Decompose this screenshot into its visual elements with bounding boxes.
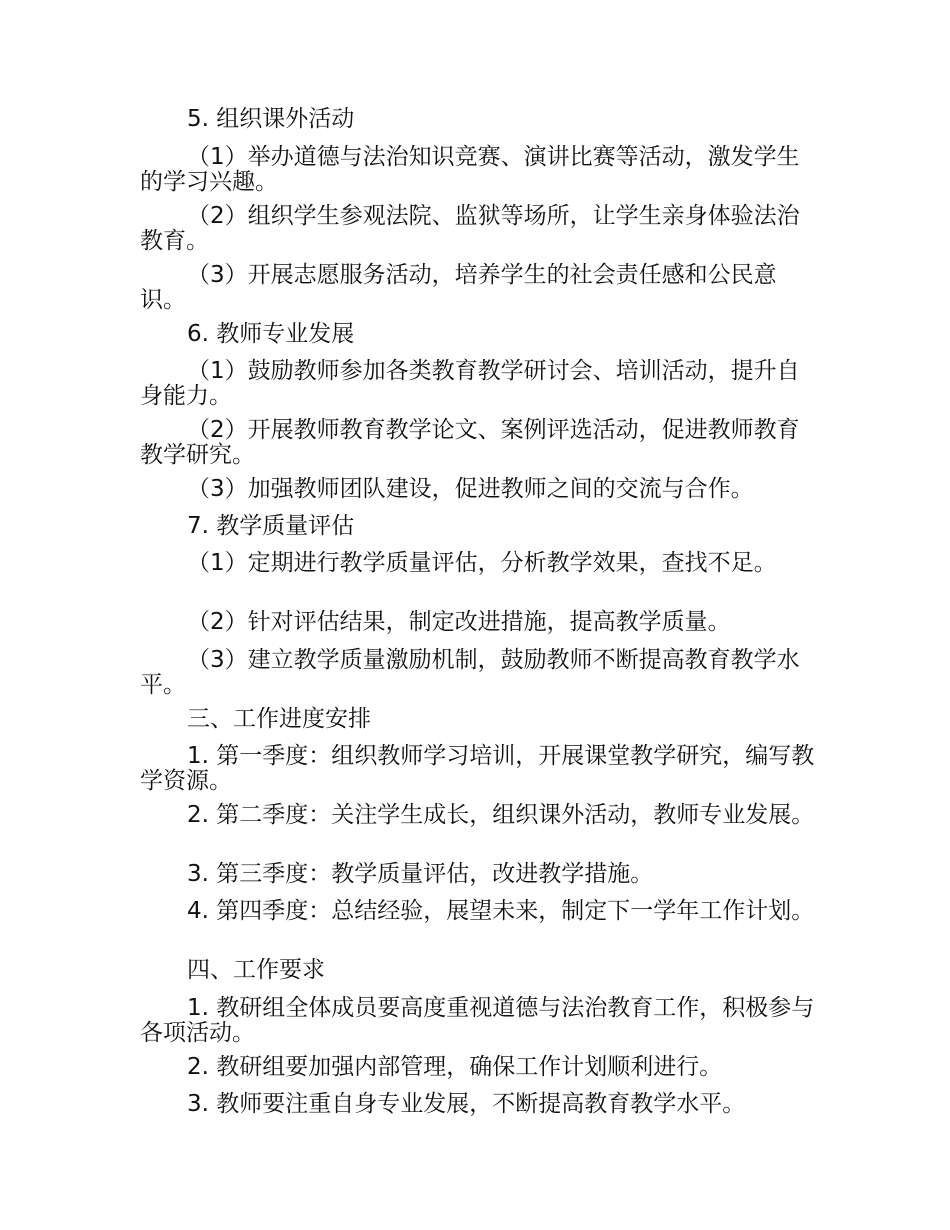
paragraph: （2）开展教师教育教学论文、案例评选活动，促进教师教育教学研究。 [140,417,800,468]
paragraph: （1）定期进行教学质量评估，分析教学效果，查找不足。 [187,550,777,576]
paragraph: 2. 第二季度：关注学生成长，组织课外活动，教师专业发展。 [187,802,815,828]
heading-5-extracurricular: 5. 组织课外活动 [187,106,355,132]
paragraph: （1）鼓励教师参加各类教育教学研讨会、培训活动，提升自身能力。 [140,358,800,409]
paragraph: （1）举办道德与法治知识竞赛、演讲比赛等活动，激发学生的学习兴趣。 [140,144,800,195]
section-heading-schedule: 三、工作进度安排 [187,706,371,732]
paragraph: （2）针对评估结果，制定改进措施，提高教学质量。 [187,609,731,635]
paragraph: （3）建立教学质量激励机制，鼓励教师不断提高教育教学水平。 [140,647,800,698]
heading-7-quality-evaluation: 7. 教学质量评估 [187,513,355,539]
paragraph: （2）组织学生参观法院、监狱等场所，让学生亲身体验法治教育。 [140,203,800,254]
paragraph: （3）加强教师团队建设，促进教师之间的交流与合作。 [187,476,754,502]
heading-6-teacher-development: 6. 教师专业发展 [187,321,355,347]
paragraph: 1. 教研组全体成员要高度重视道德与法治教育工作，积极参与各项活动。 [140,995,815,1046]
paragraph: 1. 第一季度：组织教师学习培训，开展课堂教学研究，编写教学资源。 [140,743,815,794]
paragraph: （3）开展志愿服务活动，培养学生的社会责任感和公民意识。 [140,262,777,313]
section-heading-requirements: 四、工作要求 [187,957,325,983]
paragraph: 3. 第三季度：教学质量评估，改进教学措施。 [187,861,654,887]
paragraph: 3. 教师要注重自身专业发展，不断提高教育教学水平。 [187,1091,746,1117]
paragraph: 2. 教研组要加强内部管理，确保工作计划顺利进行。 [187,1054,723,1080]
paragraph: 4. 第四季度：总结经验，展望未来，制定下一学年工作计划。 [187,898,815,924]
